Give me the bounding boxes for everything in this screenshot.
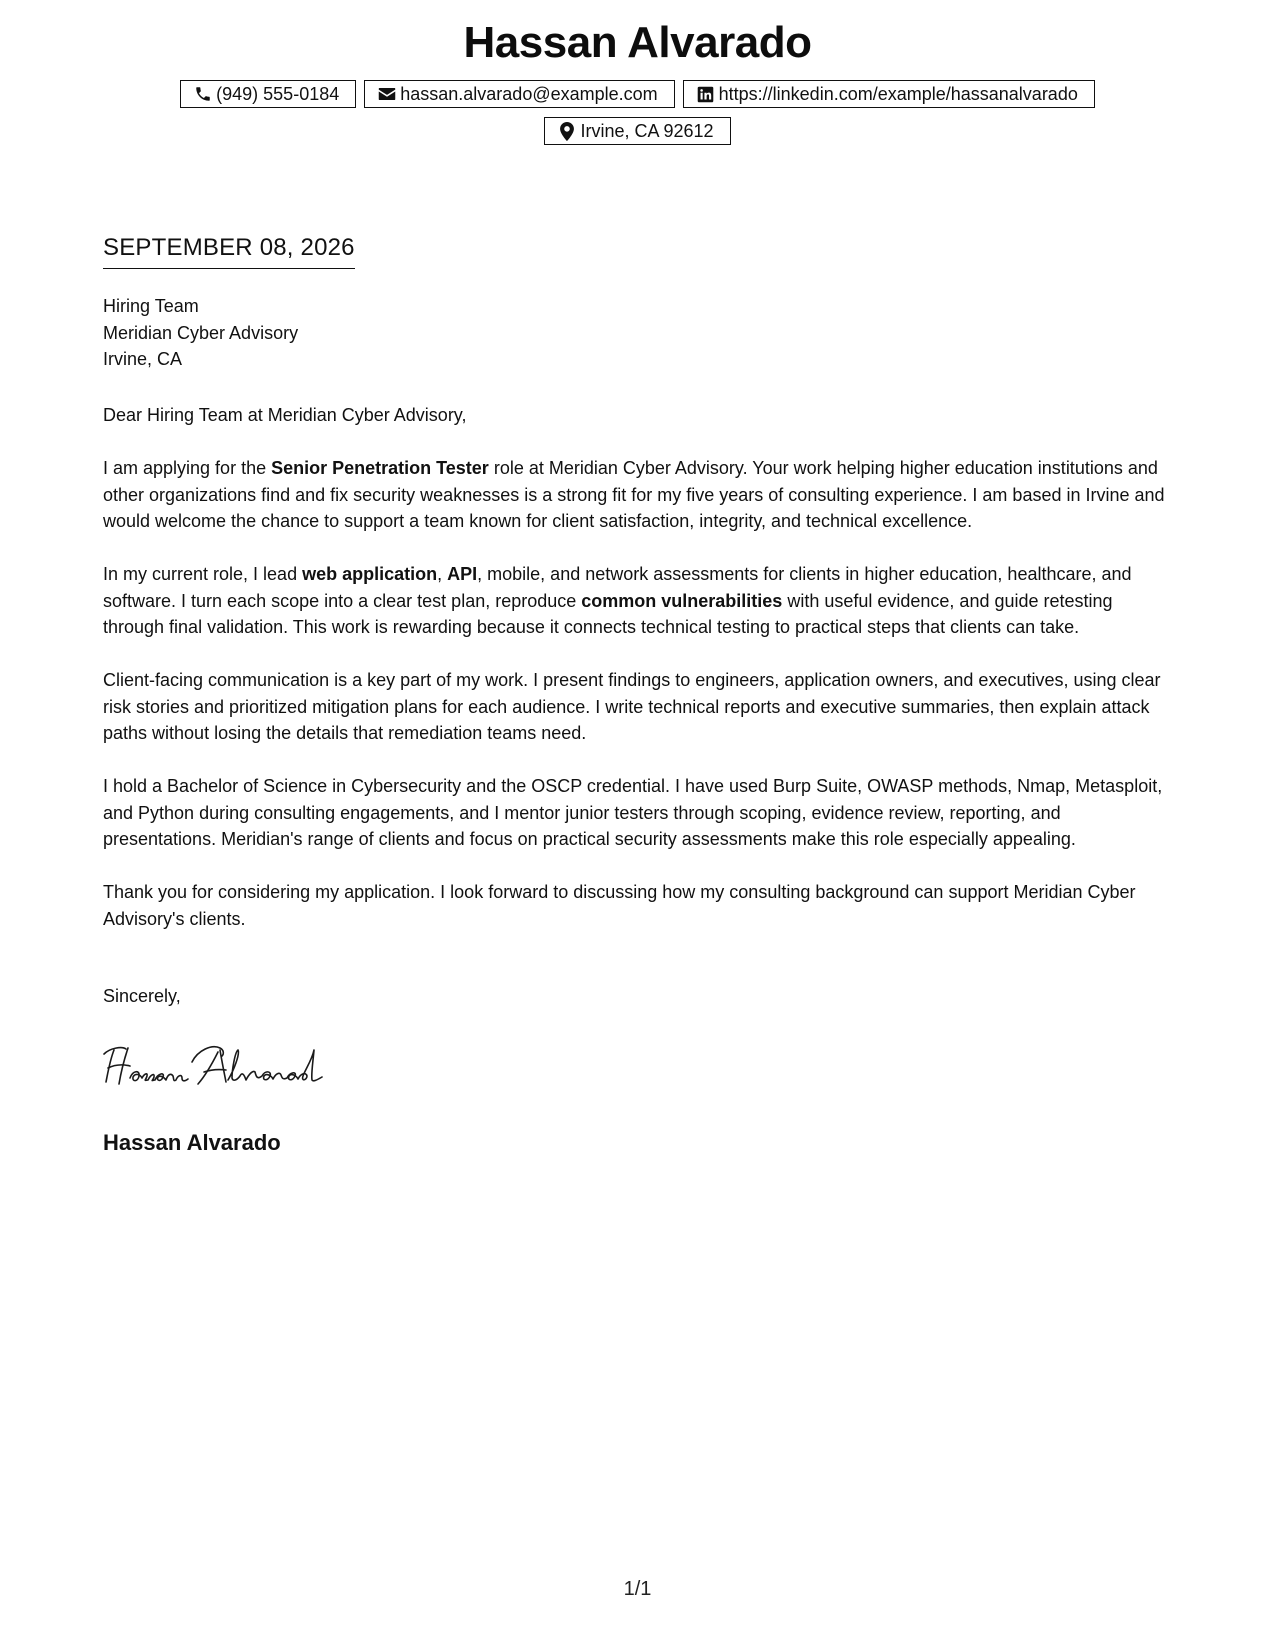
letter-date: SEPTEMBER 08, 2026	[103, 234, 355, 269]
phone-chip[interactable]	[180, 80, 356, 108]
contact-row-secondary	[0, 117, 1275, 145]
signed-name: Hassan Alvarado	[103, 1130, 281, 1155]
emphasized-phrase: web application	[302, 564, 438, 584]
salutation: Dear Hiring Team at Meridian Cyber Advisory,	[103, 405, 467, 425]
email-chip[interactable]	[364, 80, 674, 108]
emphasized-phrase: common vulnerabilities	[581, 590, 783, 611]
location-text: Irvine, CA 92612	[580, 120, 714, 141]
text-run: In my current role, I lead	[103, 564, 303, 584]
recipient-line: Hiring Team	[103, 296, 199, 316]
text-run: Thank you for considering my application. I look forward to discussing how my consulting background can support Meridian Cyber Advisory's clients.	[103, 882, 1136, 929]
body-paragraph-1	[103, 455, 1173, 535]
body-paragraph-4	[103, 773, 1173, 853]
body-paragraph-2	[103, 561, 1173, 641]
phone-number: (949) 555-0184	[216, 83, 340, 104]
emphasized-phrase: Senior Penetration Tester	[271, 458, 489, 478]
map-pin-icon	[557, 122, 577, 140]
text-run: ,	[437, 564, 448, 584]
location-chip[interactable]	[544, 117, 730, 145]
contact-row-primary	[0, 80, 1275, 108]
linkedin-icon	[696, 85, 716, 103]
phone-icon	[193, 85, 213, 103]
body-paragraph-3	[103, 667, 1173, 747]
handwritten-signature	[100, 1040, 370, 1090]
text-run: with useful evidence, and guide retesting through final validation. This work is rewarding because it connects technical testing to practical steps that clients can take.	[103, 590, 1113, 637]
page-indicator: 1/1	[623, 1578, 652, 1600]
recipient-company: Meridian Cyber Advisory	[103, 322, 299, 343]
text-run: role at Meridian Cyber Advisory. Your work helping higher education institutions and other organizations find and fix security weaknesses is a strong fit for my five years of consulting experience. I am based in Irvine and would welcome the chance to support a team known for client satisfaction, integrity, and technical excellence.	[103, 458, 1165, 531]
paragraph-text	[103, 561, 1173, 641]
recipient-location: Irvine, CA	[103, 349, 183, 369]
paragraph-text	[103, 879, 1173, 932]
linkedin-url: https://linkedin.com/example/hassanalvarado	[718, 83, 1078, 104]
emphasized-phrase: API	[447, 564, 478, 584]
paragraph-text	[103, 773, 1173, 853]
applicant-name-heading: Hassan Alvarado	[463, 18, 812, 67]
paragraph-text	[103, 667, 1173, 747]
envelope-icon	[377, 85, 397, 103]
text-run: I am applying for the	[103, 458, 272, 478]
text-run: Client-facing communication is a key part of my work. I present findings to engineers, application owners, and executives, using clear risk stories and prioritized mitigation plans for each audience. I write technical reports and executive summaries, then explain attack paths without losing the details that remediation teams need.	[103, 670, 1161, 743]
text-run: , mobile, and network assessments for clients in higher education, healthcare, and software. I turn each scope into a clear test plan, reproduce	[103, 564, 1132, 611]
email-address: hassan.alvarado@example.com	[400, 83, 658, 104]
closing-phrase: Sincerely,	[103, 986, 181, 1006]
recipient-block	[103, 293, 298, 373]
body-paragraph-5	[103, 879, 1173, 932]
text-run: I hold a Bachelor of Science in Cybersecurity and the OSCP credential. I have used Burp Suite, OWASP methods, Nmap, Metasploit, and Python during consulting engagements, and I mentor junior testers through scoping, evidence review, reporting, and presentations. Meridian's range of clients and focus on practical security assessments make this role especially appealing.	[103, 776, 1163, 849]
linkedin-chip[interactable]	[683, 80, 1095, 108]
paragraph-text	[103, 455, 1173, 535]
